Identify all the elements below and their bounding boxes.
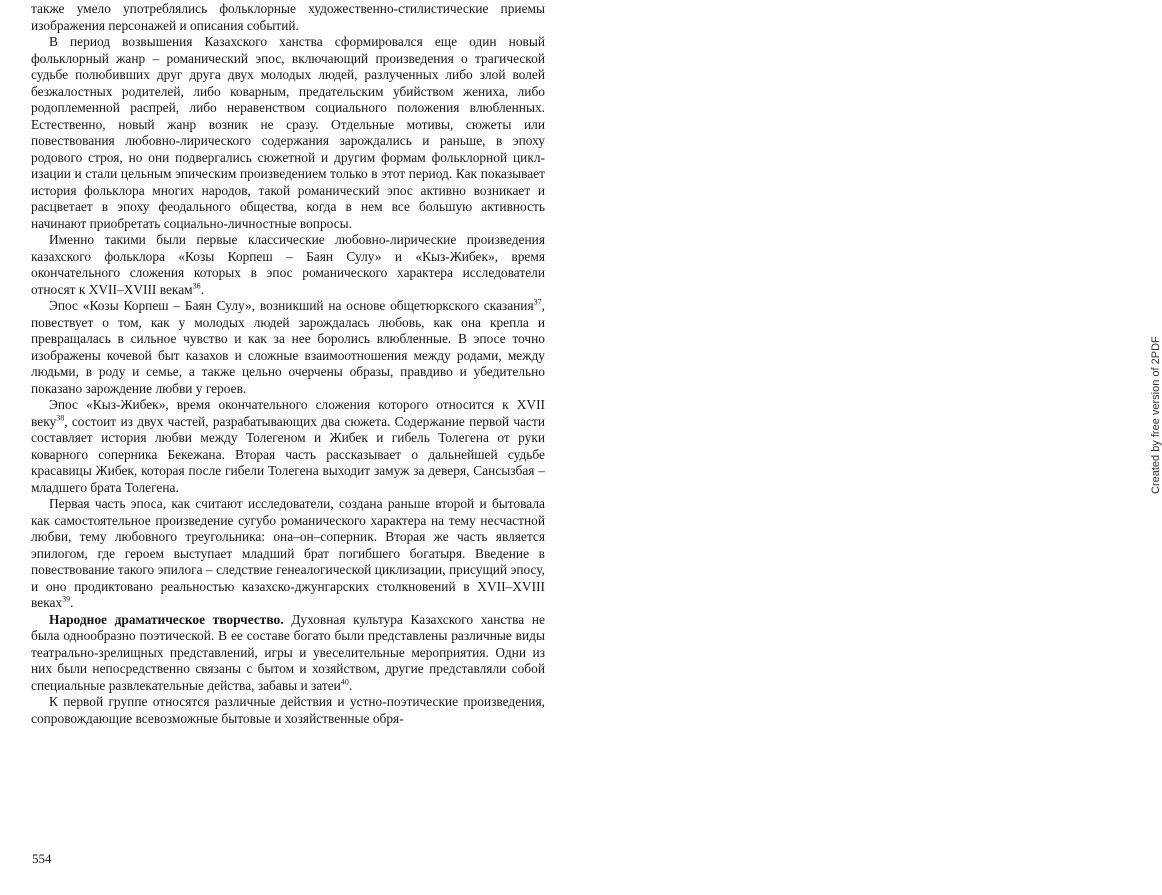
watermark: Created by free version of 2PDF [1150,336,1162,494]
paragraph-text: Эпос «Козы Корпеш – Баян Сулу», возникший на основе общетюркского сказания [49,298,534,313]
paragraph-first-part [31,496,545,612]
paragraph-drama [31,612,545,695]
paragraph-text: Духовная культура Казахского ханства не была однообразно поэтической. В ее составе богато были представлены различные виды театрально-зрелищных представлений, игры и увеселительные мероприятия. Одни из них были непосредственно связаны с бытом и хозяйством, другие представляли собой специальные развлекательные действа, забавы и затеи [31,611,545,693]
paragraph-tail: , повествует о том, как у молодых людей зарождалась любовь, как она крепла и превращалась в сильное чувство и как за нее боролись влюбленные. В эпосе точно изображены кочевой быт казахов и сложные взаимоотношения между родами, между людьми, в роду и семье, а также цельно очерчены образы, правдиво и убедительно показано зарождение любви у героев. [31,298,545,396]
paragraph-tail: . [70,595,74,610]
paragraph-classic-works [31,232,545,298]
footnote-ref-40[interactable]: 40 [340,677,349,687]
run-in-heading: Народное драматическое творчество. [49,611,284,627]
paragraph-text: Первая часть эпоса, как считают исследователи, создана раньше второй и бытовала как самостоятельное произведение сугубо романического характера на тему несчастной любви, тему любовного треугольника: она–он–соперник. Вторая же часть является эпилогом, где героем выступает младший брат погибшего богатыря. Введение в повествование такого эпилога – следствие генеалогической циклизации, присущий эпосу, и оно продиктовано реальностью казахско-джунгарских столкновений в XVII–XVIII веках [31,496,545,610]
footnote-ref-38[interactable]: 38 [56,413,65,423]
paragraph-romantic-epos: В период возвышения Казахского ханства сформировался еще один новый фольклорный жанр – романический эпос, включающий произведения о трагической судьбе полюбивших друг друга двух молодых людей, разлученных либо злой волей безжалостных родителей, либо коварным, предательским убийством жениха, либо родоплеменной распрей, либо неравенством социального положения влюбленных. Естественно, новый жанр возник не сразу. Отдельные мотивы, сюжеты или повествования любовно-лирического содержания зарождались и раньше, в эпоху родового строя, но они подвергались сюжетной и другим формам фольклорной циклизации и стали цельным эпическим произведением только в этот период. Как показывает история фольклора многих народов, такой романический эпос активно возникает и расцветает в эпоху феодального общества, когда в нем все большую активность начинают приобретать социально-личностные вопросы. [31,34,545,231]
paragraph-text: Эпос «Кыз-Жибек», время окончательного сложения которого относится к XVII веку [31,397,545,429]
paragraph-tail: . [200,281,205,297]
paragraph-intro-continuation: также умело употреблялись фольклорные художественно-стилистические приемы изображения персонажей и описания событий. [31,1,545,33]
paragraph-tail: . [348,677,353,693]
paragraph-first-group: К первой группе относятся различные действия и устно-поэтические произведения, сопровождающие всевозможные бытовые и хозяйственные обря- [31,694,545,726]
watermark-wrap [566,330,1162,494]
paragraph-text: Именно такими были первые классические любовно-лирические произведения казахского фольклора «Козы Корпеш – Баян Сулу» и «Кыз-Жибек», время окончательного сложения которых в эпос романического характера исследователи относят к XVII–XVIII векам [31,232,545,297]
footnote-ref-39[interactable]: 39 [62,594,71,604]
paragraph-kyz-zhibek [31,397,545,496]
page-number: 554 [32,851,52,866]
paragraph-kozy-korpesh [31,298,545,397]
footnote-ref-36[interactable]: 36 [192,281,201,291]
footnote-ref-37[interactable]: 37 [533,297,542,307]
paragraph-tail: , состоит из двух частей, разрабатывающих два сюжета. Содержание первой части составляет история любви между Толегеном и Жибек и гибель Толегена от руки коварного соперника Бекежана. Вторая часть рассказывает о дальнейшей судьбе красавицы Жибек, которая после гибели Толегена выходит замуж за деверя, Сансызбая – младшего брата Толегена. [31,413,545,495]
page-body [31,0,545,727]
